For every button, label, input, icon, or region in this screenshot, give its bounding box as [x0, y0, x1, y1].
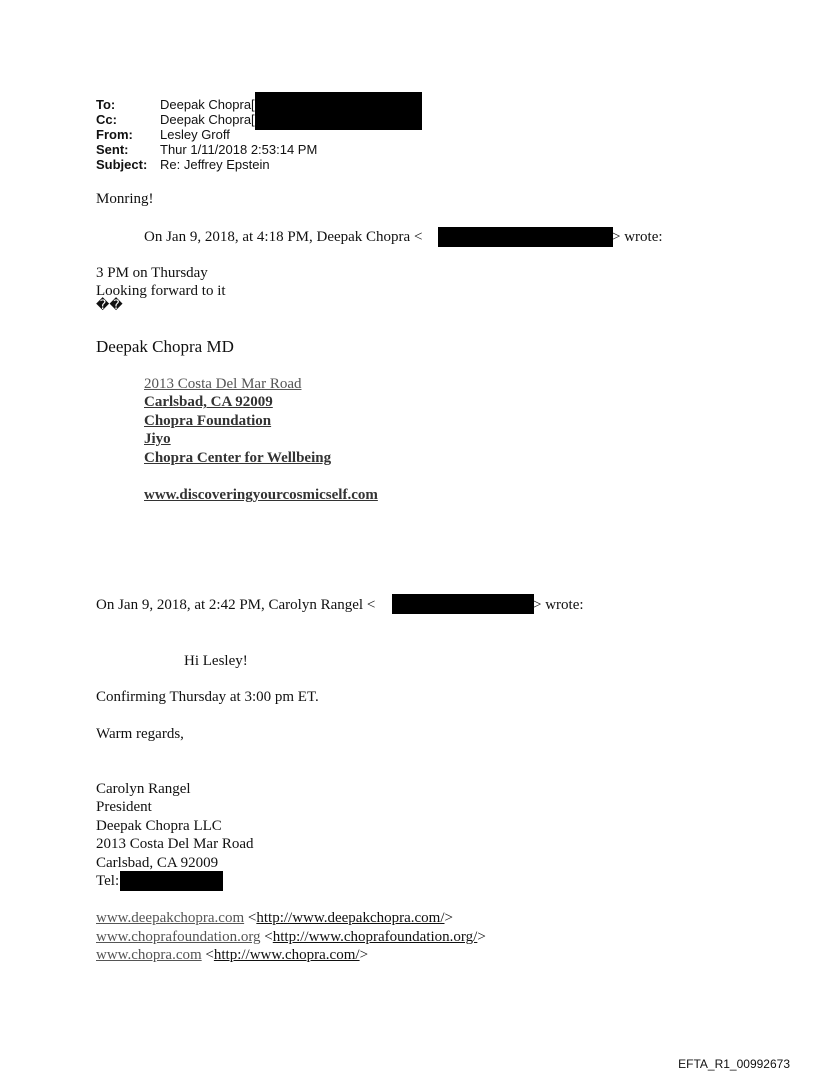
link-open-bracket: <: [201, 947, 214, 963]
sig2-company: Deepak Chopra LLC: [96, 818, 222, 834]
sig-link-center[interactable]: Chopra Center for Wellbeing: [144, 450, 332, 466]
hi-text: Hi Lesley!: [184, 653, 248, 669]
sig-link-address[interactable]: 2013 Costa Del Mar Road: [144, 376, 302, 392]
redaction-box-tel: [120, 871, 223, 891]
link-line-1: [96, 909, 453, 927]
link-text[interactable]: www.deepakchopra.com: [96, 910, 245, 926]
cc-value: Deepak Chopra[: [160, 112, 255, 127]
regards-text: Warm regards,: [96, 726, 184, 742]
sig2-tel-label: Tel:: [96, 873, 120, 889]
to-value: Deepak Chopra[: [160, 97, 255, 112]
link-url[interactable]: http://www.chopra.com/: [213, 947, 360, 963]
from-value: Lesley Groff: [160, 127, 230, 142]
quote1-prefix: On Jan 9, 2018, at 4:18 PM, Deepak Chopra <: [144, 229, 423, 245]
replacement-glyphs: ��: [96, 298, 123, 313]
body-line-forward: Looking forward to it: [96, 283, 226, 299]
sig2-title: President: [96, 799, 152, 815]
quote-header-1: [144, 228, 422, 246]
sig2-address: 2013 Costa Del Mar Road: [96, 836, 254, 852]
confirm-text: Confirming Thursday at 3:00 pm ET.: [96, 689, 319, 705]
from-label: From:: [96, 127, 133, 142]
sig-link-jiyo[interactable]: Jiyo: [144, 431, 171, 447]
link-text[interactable]: www.chopra.com: [96, 947, 202, 963]
redaction-box-header: [255, 92, 422, 130]
greeting-text: Monring!: [96, 191, 154, 207]
link-close-bracket: >: [444, 910, 453, 926]
link-url[interactable]: http://www.deepakchopra.com/: [256, 910, 445, 926]
link-open-bracket: <: [244, 910, 257, 926]
link-close-bracket: >: [477, 929, 486, 945]
link-text[interactable]: www.choprafoundation.org: [96, 929, 261, 945]
cc-label: Cc:: [96, 112, 117, 127]
sig-link-city[interactable]: Carlsbad, CA 92009: [144, 394, 273, 410]
link-close-bracket: >: [359, 947, 369, 963]
sig-link-foundation[interactable]: Chopra Foundation: [144, 413, 272, 429]
to-label: To:: [96, 97, 116, 112]
body-line-time: 3 PM on Thursday: [96, 265, 208, 281]
subject-label: Subject:: [96, 157, 148, 172]
link-open-bracket: <: [260, 929, 273, 945]
sent-label: Sent:: [96, 142, 129, 157]
quote2-prefix: On Jan 9, 2018, at 2:42 PM, Carolyn Rangel <: [96, 597, 376, 613]
link-url[interactable]: http://www.choprafoundation.org/: [272, 929, 478, 945]
redaction-box-quote2: [392, 594, 534, 614]
sig-link-website[interactable]: www.discoveringyourcosmicself.com: [144, 487, 378, 503]
document-id: EFTA_R1_00992673: [678, 1057, 790, 1071]
signature-name: Deepak Chopra MD: [96, 337, 234, 356]
quote1-suffix: > wrote:: [612, 229, 663, 245]
sig2-city: Carlsbad, CA 92009: [96, 855, 219, 871]
quote2-suffix: > wrote:: [533, 597, 584, 613]
redaction-box-quote1: [438, 227, 613, 247]
sent-value: Thur 1/11/2018 2:53:14 PM: [160, 142, 318, 157]
link-line-3: [96, 946, 368, 964]
link-line-2: [96, 928, 486, 946]
subject-value: Re: Jeffrey Epstein: [160, 157, 270, 172]
sig2-name: Carolyn Rangel: [96, 781, 191, 797]
